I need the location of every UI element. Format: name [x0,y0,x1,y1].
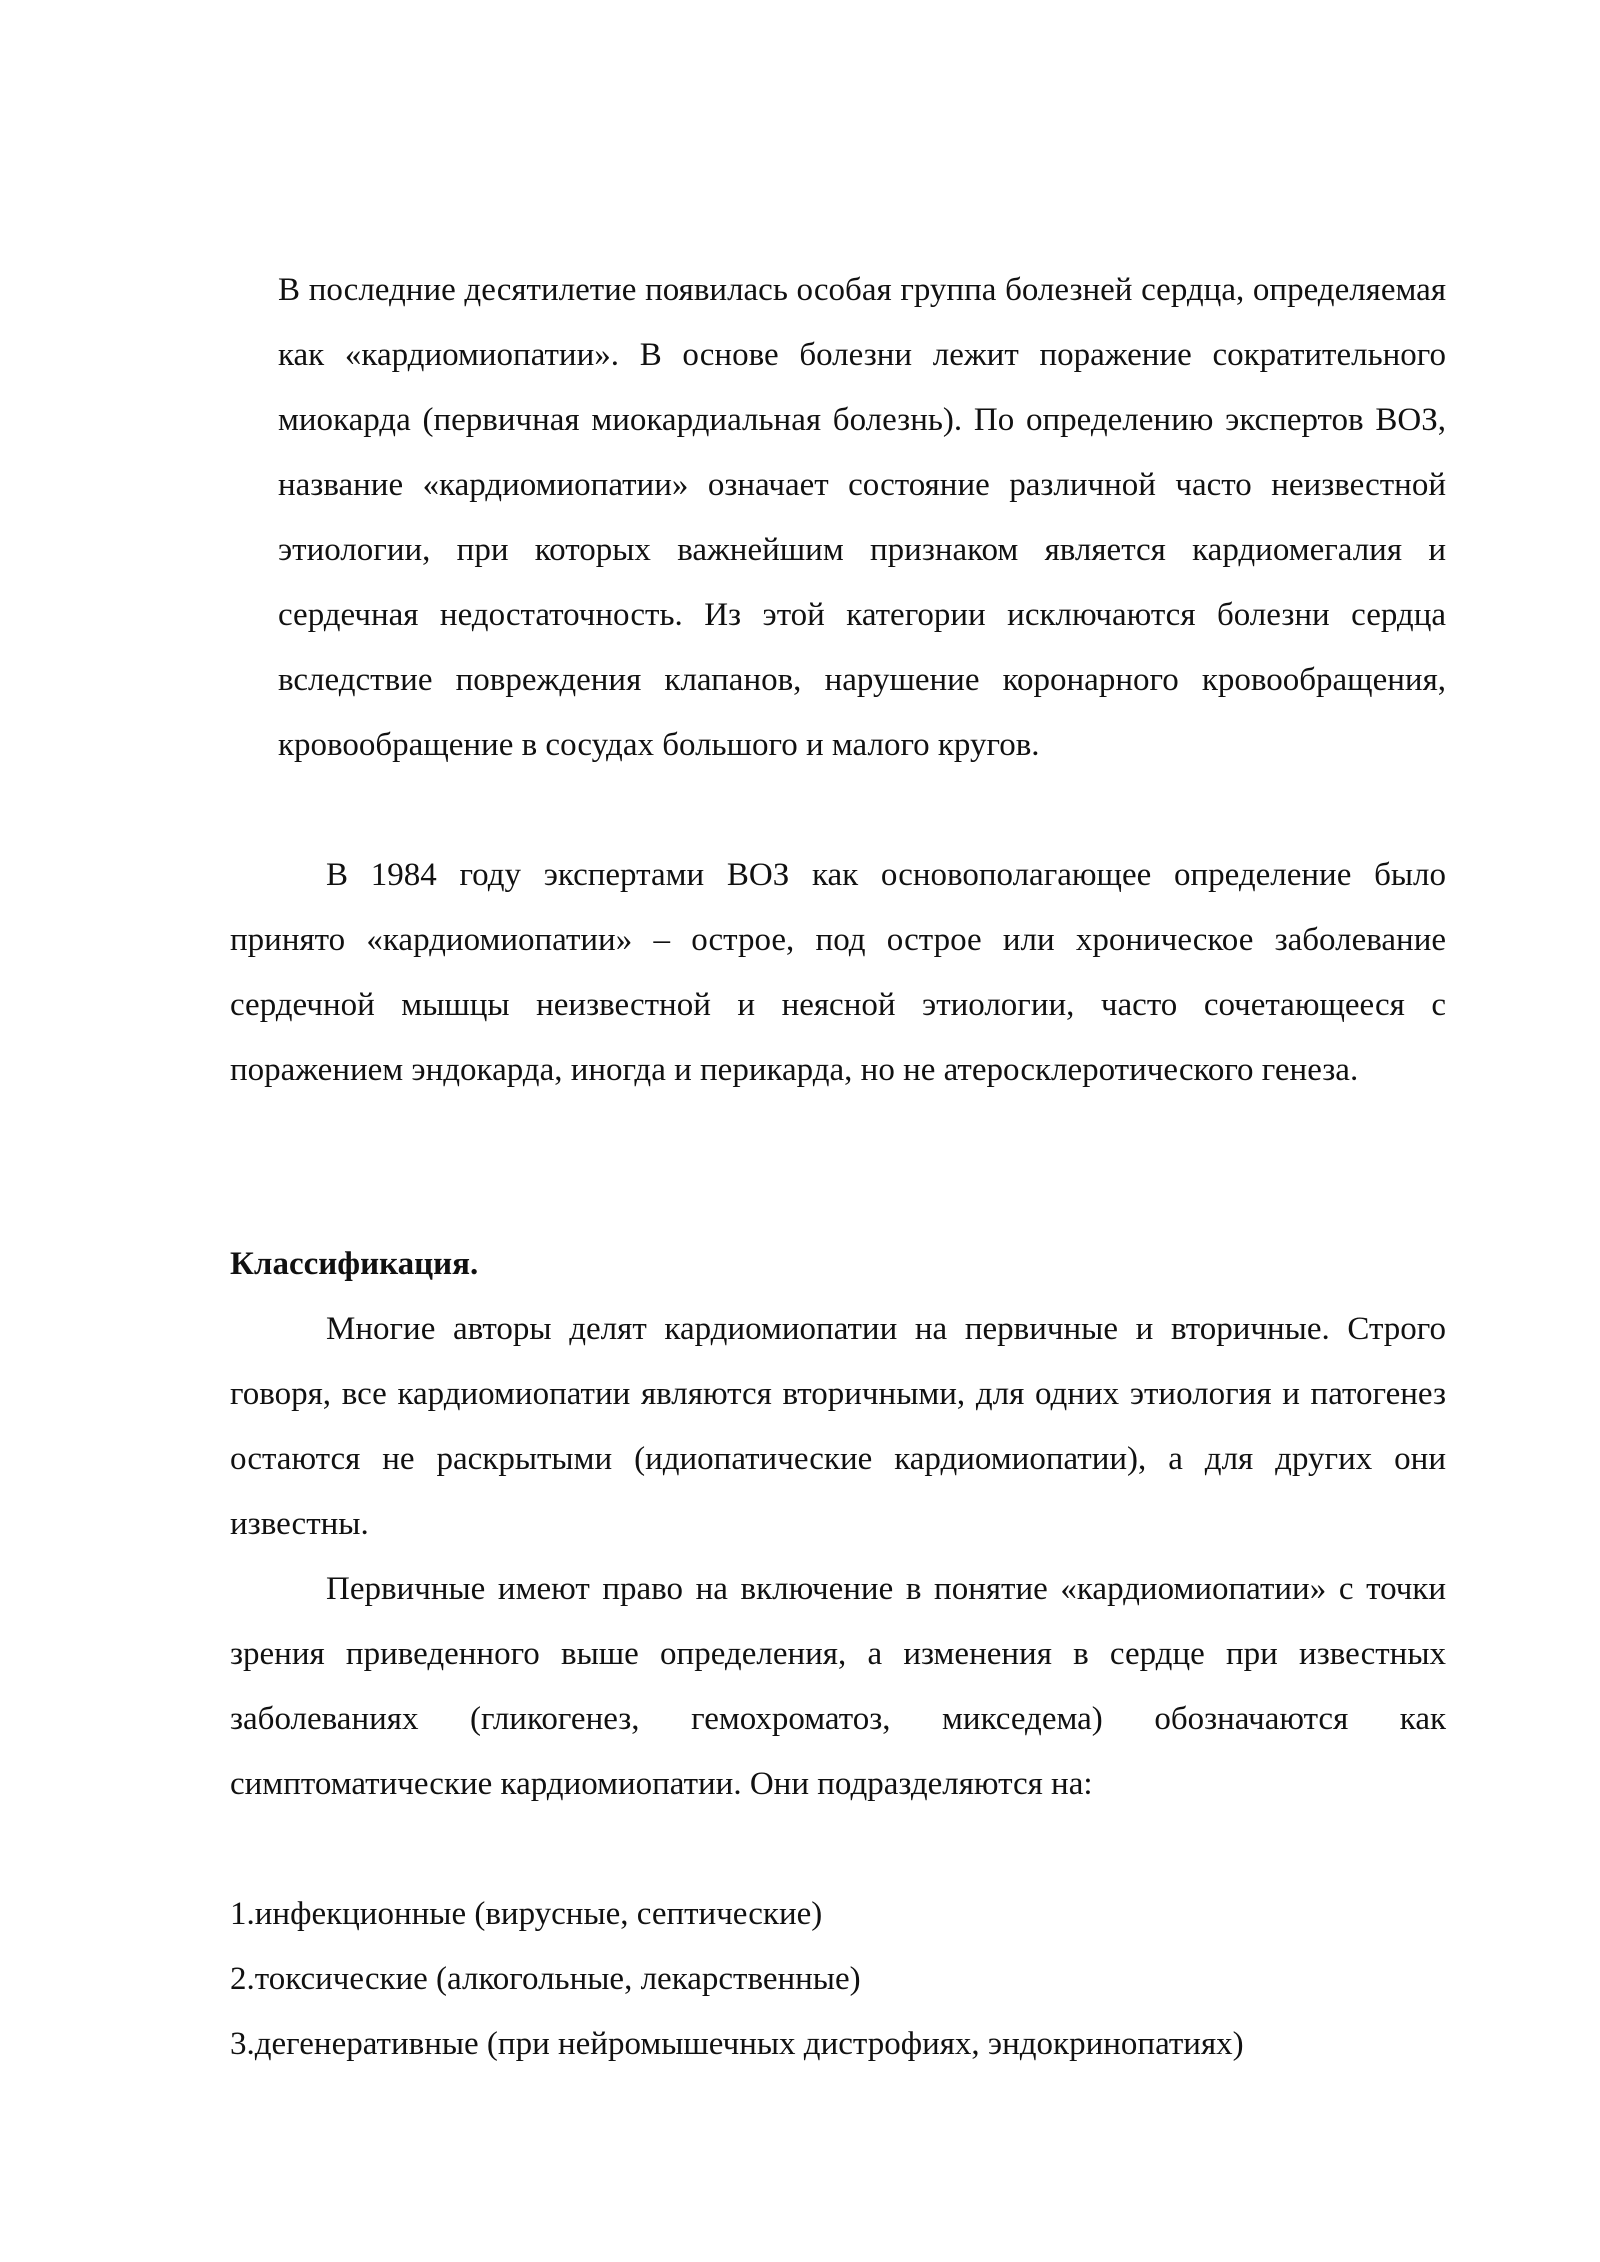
list-item: 1.инфекционные (вирусные, септические) [230,1896,823,1932]
list-item: 3.дегенеративные (при нейромышечных дистрофиях, эндокринопатиях) [230,2026,1244,2062]
classification-para1-block [230,1297,1446,1557]
who-definition-block [230,843,1446,1103]
intro-paragraph: В последние десятилетие появилась особая группа болезней сердца, определяемая как «кардиомиопатии». В основе болезни лежит поражение сократительного миокарда (первичная миокардиальная болезнь). По определению экспертов ВОЗ, название «кардиомиопатии» означает состояние различной часто неизвестной этиологии, при которых важнейшим признаком является кардиомегалия и сердечная недостаточность. Из этой категории исключаются болезни сердца вследствие повреждения клапанов, нарушение коронарного кровообращения, кровообращение в сосудах большого и малого кругов. [278,272,1446,763]
who-definition-paragraph: В 1984 году экспертами ВОЗ как основополагающее определение было принято «кардиомиопатии» – острое, под острое или хроническое заболевание сердечной мышцы неизвестной и неясной этиологии, часто сочетающееся с поражением эндокарда, иногда и перикарда, но не атеросклеротического генеза. [230,857,1446,1088]
classification-paragraph-1: Многие авторы делят кардиомиопатии на первичные и вторичные. Строго говоря, все кардиомиопатии являются вторичными, для одних этиология и патогенез остаются не раскрытыми (идиопатические кардиомиопатии), а для других они известны. [230,1311,1446,1542]
classification-list [230,1882,1446,2077]
classification-heading: Классификация. [230,1246,479,1282]
list-item: 2.токсические (алкогольные, лекарственные) [230,1961,861,1997]
intro-paragraph-block [278,258,1446,778]
classification-heading-block [230,1232,1446,1297]
classification-paragraph-2: Первичные имеют право на включение в понятие «кардиомиопатии» с точки зрения приведенного выше определения, а изменения в сердце при известных заболеваниях (гликогенез, гемохроматоз, микседема) обозначаются как симптоматические кардиомиопатии. Они подразделяются на: [230,1571,1446,1802]
classification-para2-block [230,1557,1446,1817]
